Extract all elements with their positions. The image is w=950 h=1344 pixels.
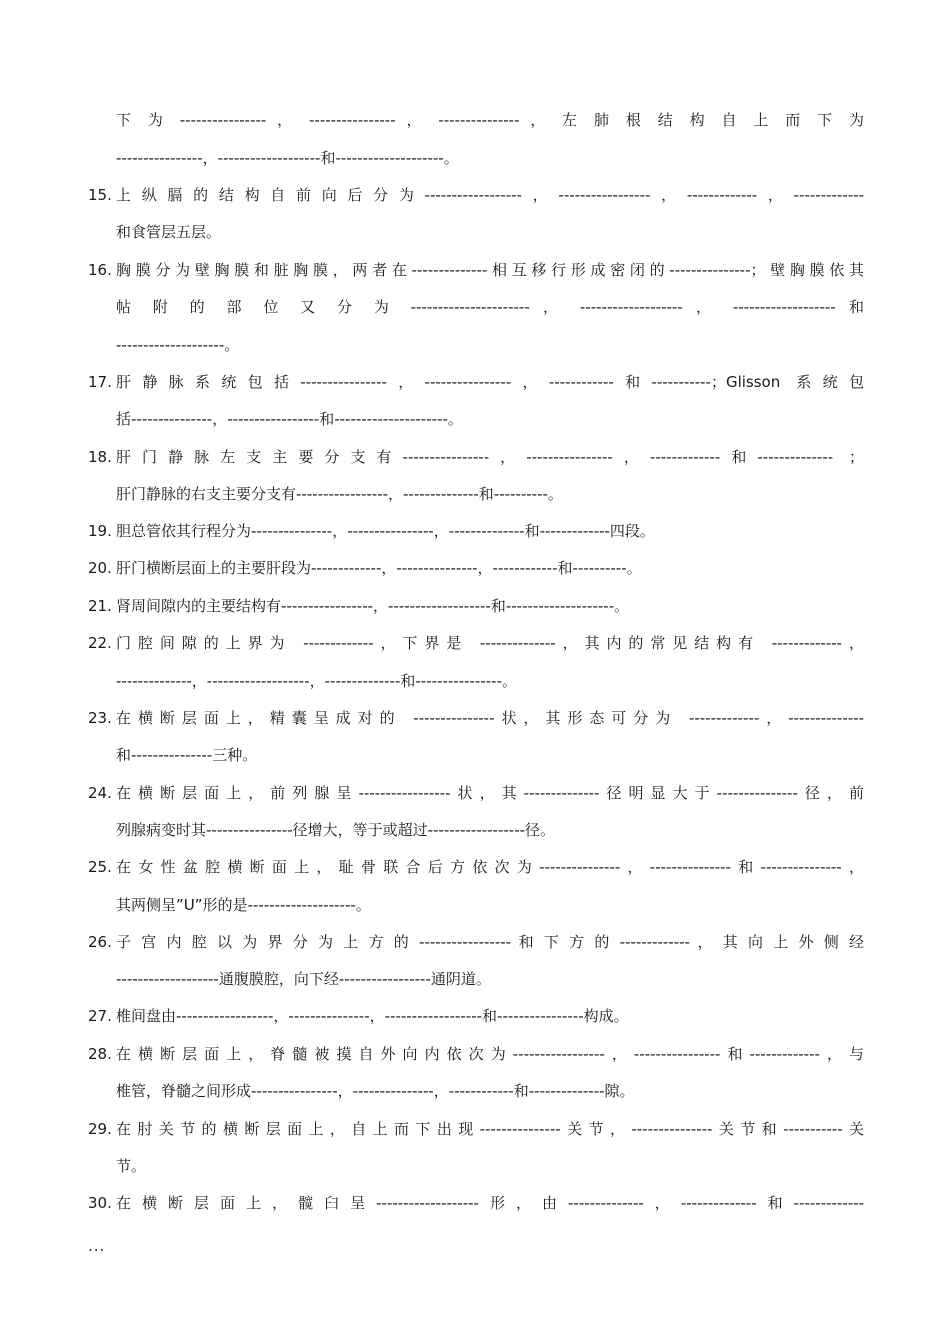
question-line: 节。 — [116, 1157, 147, 1175]
intro-line: 下 为 ---------------- ， ---------------- ， --------------- ， 左 肺 根 结 构 自 上 而 下 为 — [116, 111, 864, 129]
question-line: 椎管，脊髓之间形成----------------，---------------，------------和--------------隙。 — [116, 1082, 635, 1100]
question-line: 子 宫 内 腔 以 为 界 分 为 上 方 的 ----------------- 和 下 方 的 ------------- ， 其 向 上 外 侧 经 — [116, 933, 864, 951]
question-line: 列腺病变时其----------------径增大，等于或超过------------------径。 — [116, 821, 556, 839]
question-line: 肝门静脉的右支主要分支有-----------------，--------------和----------。 — [116, 485, 563, 503]
continuation-ellipsis: ... — [88, 1237, 106, 1255]
question-line: 帖 附 的 部 位 又 分 为 ---------------------- ， ------------------- ， ------------------- 和 — [116, 298, 864, 316]
question-number: 25. — [88, 858, 112, 876]
question-number: 16. — [88, 261, 112, 279]
question-line: 椎间盘由------------------，---------------，------------------和----------------构成。 — [116, 1007, 629, 1025]
question-line: 在横断层面上，髋臼呈-------------------形，由--------------，--------------和------------- — [116, 1194, 864, 1212]
question-number: 15. — [88, 186, 112, 204]
question-number: 19. — [88, 522, 112, 540]
question-line: 在横断层面上，脊髓被摸自外向内依次为-----------------，----------------和-------------，与 — [116, 1045, 864, 1063]
question-number: 27. — [88, 1007, 112, 1025]
question-number: 18. — [88, 448, 112, 466]
question-line: 上纵膈的结构自前向后分为------------------，-----------------，-------------，------------- — [116, 186, 864, 204]
question-number: 29. — [88, 1120, 112, 1138]
question-number: 24. — [88, 784, 112, 802]
question-line: 在横断层面上，前列腺呈-----------------状，其--------------径明显大于---------------径，前 — [116, 784, 864, 802]
question-line: --------------------。 — [116, 336, 240, 354]
question-number: 21. — [88, 597, 112, 615]
question-number: 17. — [88, 373, 112, 391]
question-line: 门腔间隙的上界为 -------------，下界是 --------------，其内的常见结构有 -------------， — [116, 634, 864, 652]
question-line: 和食管层五层。 — [116, 223, 222, 241]
question-number: 22. — [88, 634, 112, 652]
question-number: 28. — [88, 1045, 112, 1063]
question-line: 在女性盆腔横断面上，耻骨联合后方依次为---------------，---------------和---------------， — [116, 858, 864, 876]
question-number: 20. — [88, 559, 112, 577]
question-line: 肝门横断层面上的主要肝段为-------------，---------------，------------和----------。 — [116, 559, 642, 577]
question-line: -------------------通腹膜腔，向下经-----------------通阴道。 — [116, 970, 491, 988]
question-line: 和---------------三种。 — [116, 746, 258, 764]
question-line: 肝门静脉左支主要分支有----------------，----------------，-------------和-------------- ； — [116, 448, 864, 466]
question-line: 胸膜分为壁胸膜和脏胸膜，两者在--------------相互移行形成密闭的---------------；壁胸膜依其 — [116, 261, 864, 279]
question-line: 其两侧呈”U”形的是--------------------。 — [116, 896, 371, 914]
question-line: 肾周间隙内的主要结构有-----------------，-------------------和--------------------。 — [116, 597, 630, 615]
intro-line: ----------------，-------------------和--------------------。 — [116, 149, 459, 167]
question-number: 23. — [88, 709, 112, 727]
question-line: 在横断层面上，精囊呈成对的 ---------------状，其形态可分为 -------------，-------------- — [116, 709, 864, 727]
question-line: 括---------------，-----------------和---------------------。 — [116, 410, 463, 428]
question-number: 26. — [88, 933, 112, 951]
question-line: 胆总管依其行程分为---------------，----------------，--------------和-------------四段。 — [116, 522, 655, 540]
question-line: --------------，-------------------，--------------和----------------。 — [116, 672, 517, 690]
question-line: 肝静脉系统包括----------------，----------------，------------和-----------；Glisson 系统包 — [116, 373, 864, 391]
question-line: 在肘关节的横断层面上，自上而下出现---------------关节，---------------关节和-----------关 — [116, 1120, 864, 1138]
question-number: 30. — [88, 1194, 112, 1212]
